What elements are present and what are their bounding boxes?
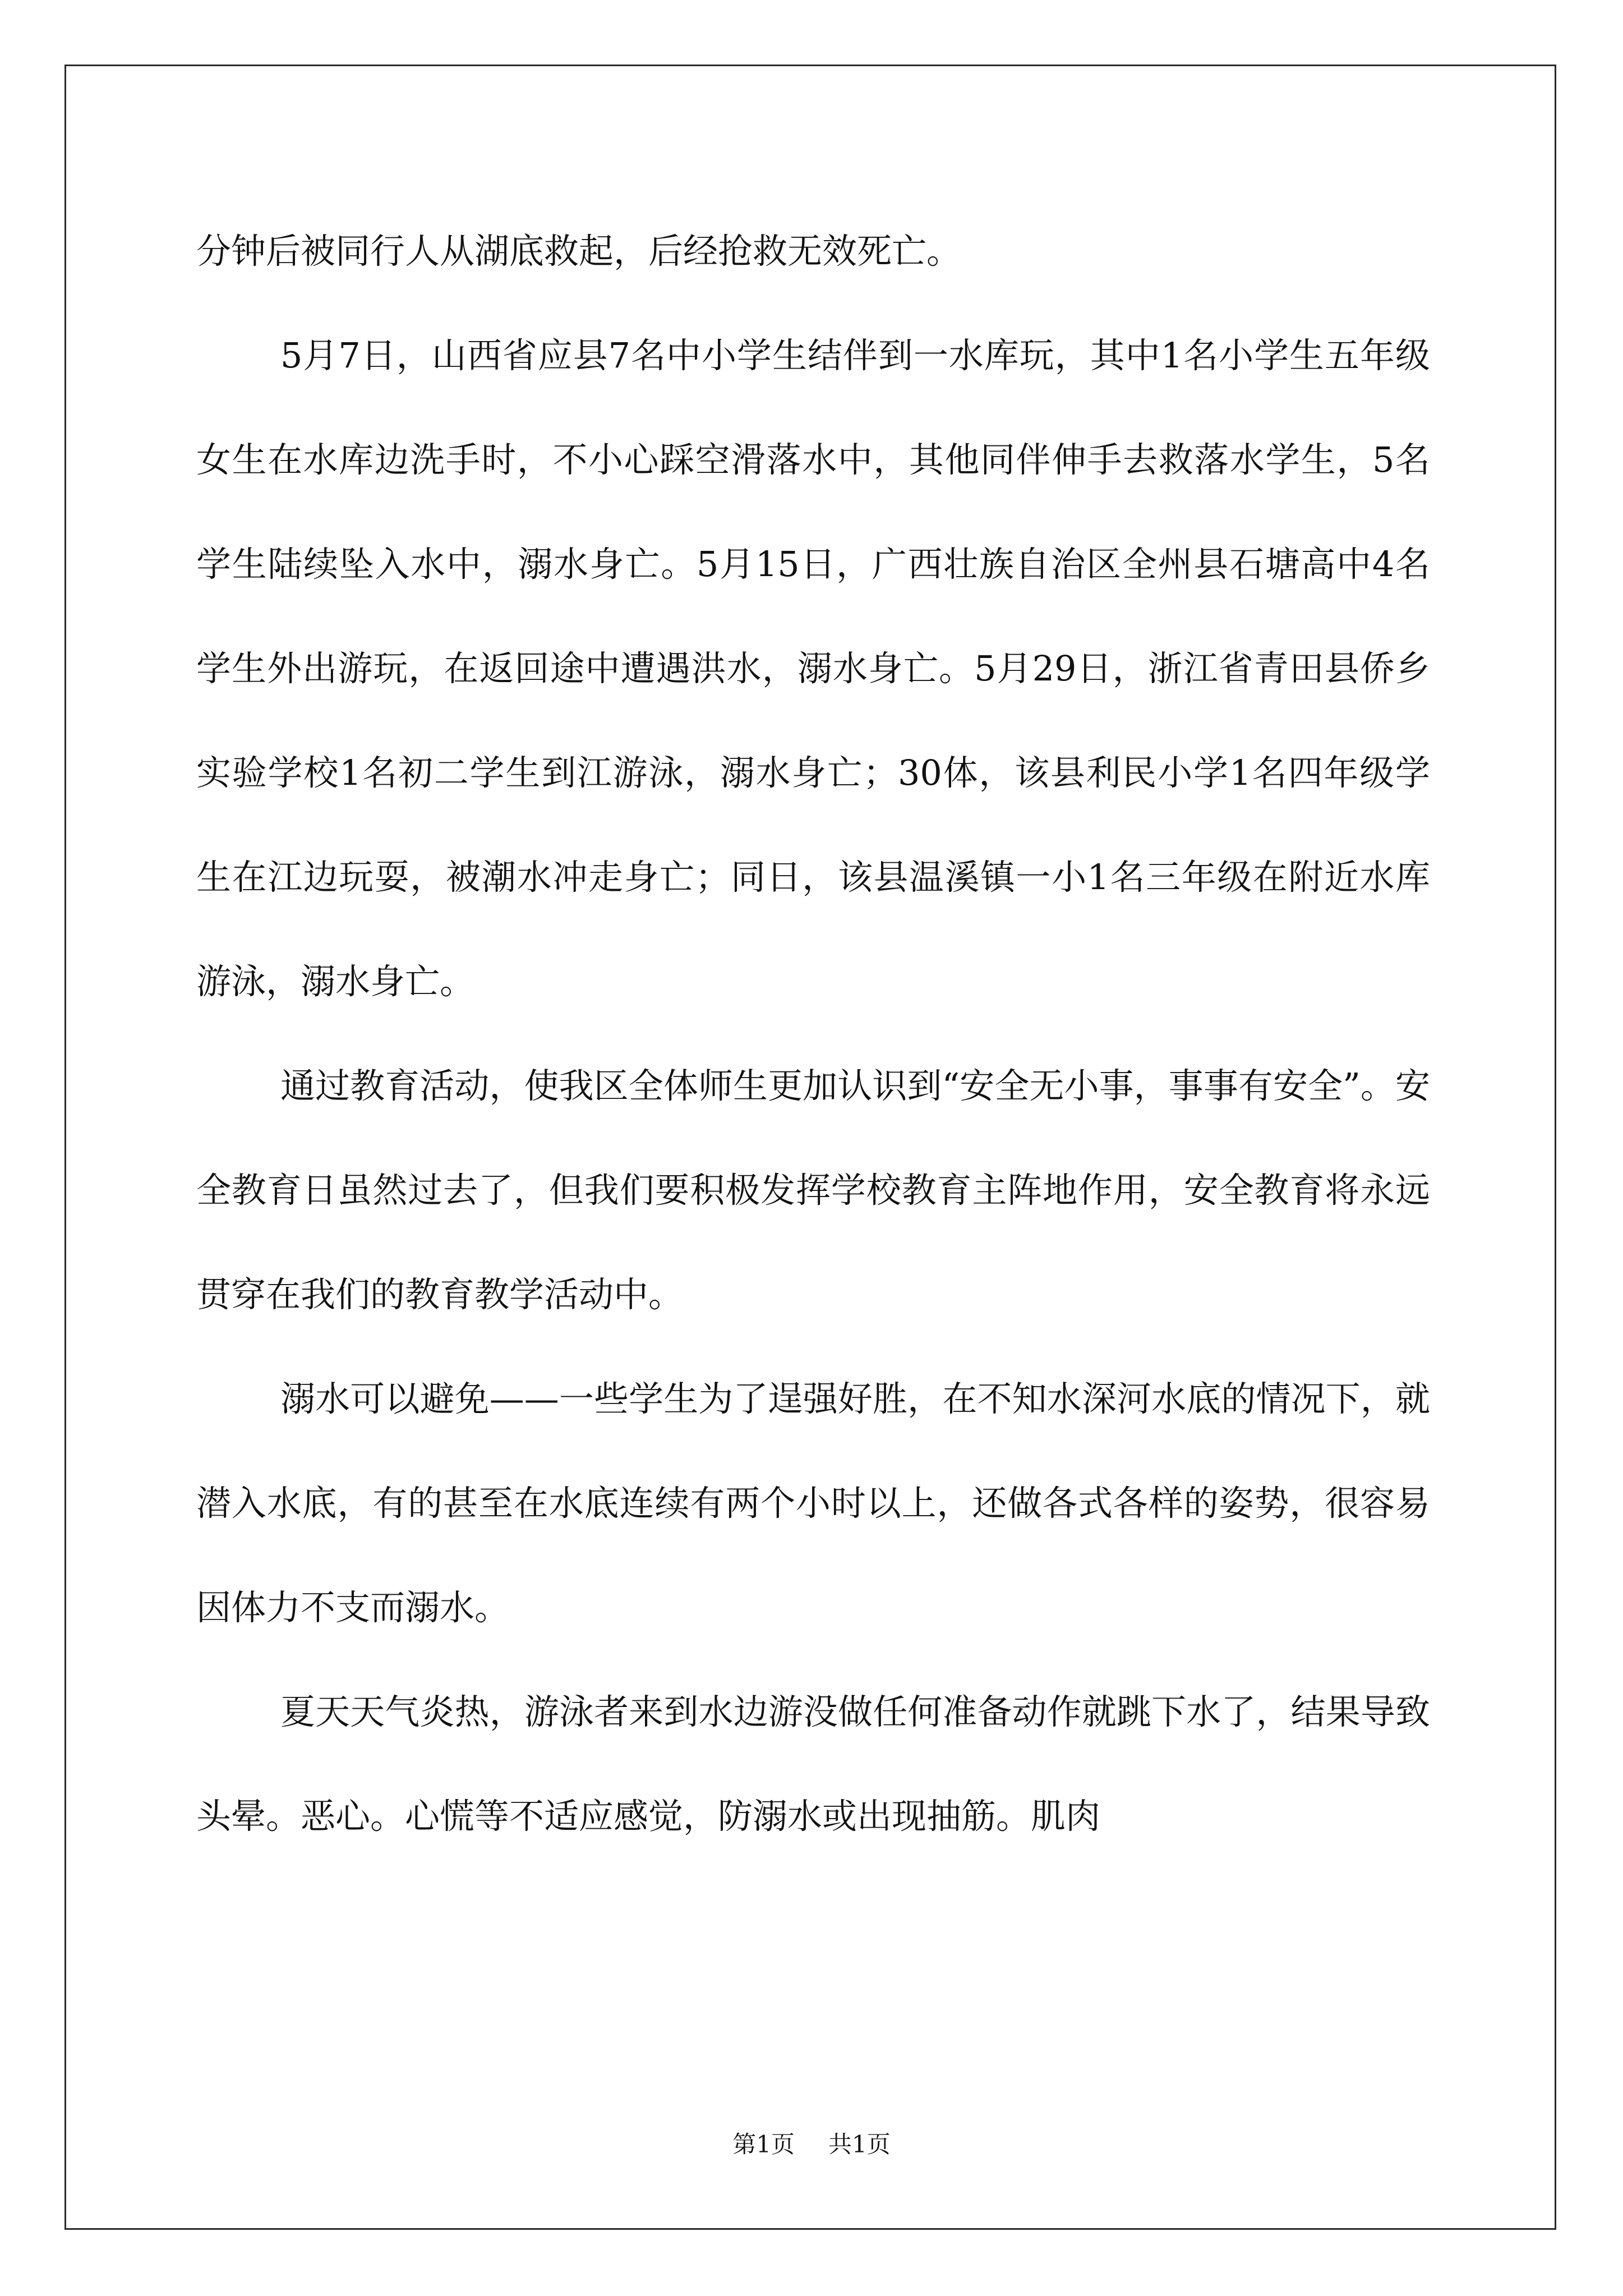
page-number: 第1页 (732, 2131, 795, 2158)
paragraph-2: 5月7日，山西省应县7名中小学生结伴到一水库玩，其中1名小学生五年级女生在水库边洗手时，不小心踩空滑落水中，其他同伴伸手去救落水学生，5名学生陆续坠入水中，溺水身亡。5月15日，广西壮族自治区全州县石塘高中4名学生外出游玩，在返回途中遭遇洪水，溺水身亡。5月29日，浙江省青田县侨乡实验学校1名初二学生到江游泳，溺水身亡；30体，该县利民小学1名四年级学生在江边玩耍，被潮水冲走身亡；同日，该县温溪镇一小1名三年级在附近水库游泳，溺水身亡。 (196, 335, 1430, 1002)
page-total: 共1页 (828, 2131, 891, 2158)
paragraph-5: 夏天天气炎热，游泳者来到水边游没做任何准备动作就跳下水了，结果导致头晕。恶心。心慌等不适应感觉，防溺水或出现抽筋。肌肉 (196, 1691, 1430, 1837)
page-footer (0, 2126, 1623, 2160)
document-body (196, 199, 1430, 1869)
paragraph-3: 通过教育活动，使我区全体师生更加认识到“安全无小事，事事有安全”。安全教育日虽然过去了，但我们要积极发挥学校教育主阵地作用，安全教育将永远贯穿在我们的教育教学活动中。 (196, 1065, 1430, 1315)
paragraph-1: 分钟后被同行人从湖底救起，后经抢救无效死亡。 (196, 231, 962, 272)
paragraph-4: 溺水可以避免——一些学生为了逞强好胜，在不知水深河水底的情况下，就潜入水底，有的甚至在水底连续有两个小时以上，还做各式各样的姿势，很容易因体力不支而溺水。 (196, 1378, 1430, 1628)
